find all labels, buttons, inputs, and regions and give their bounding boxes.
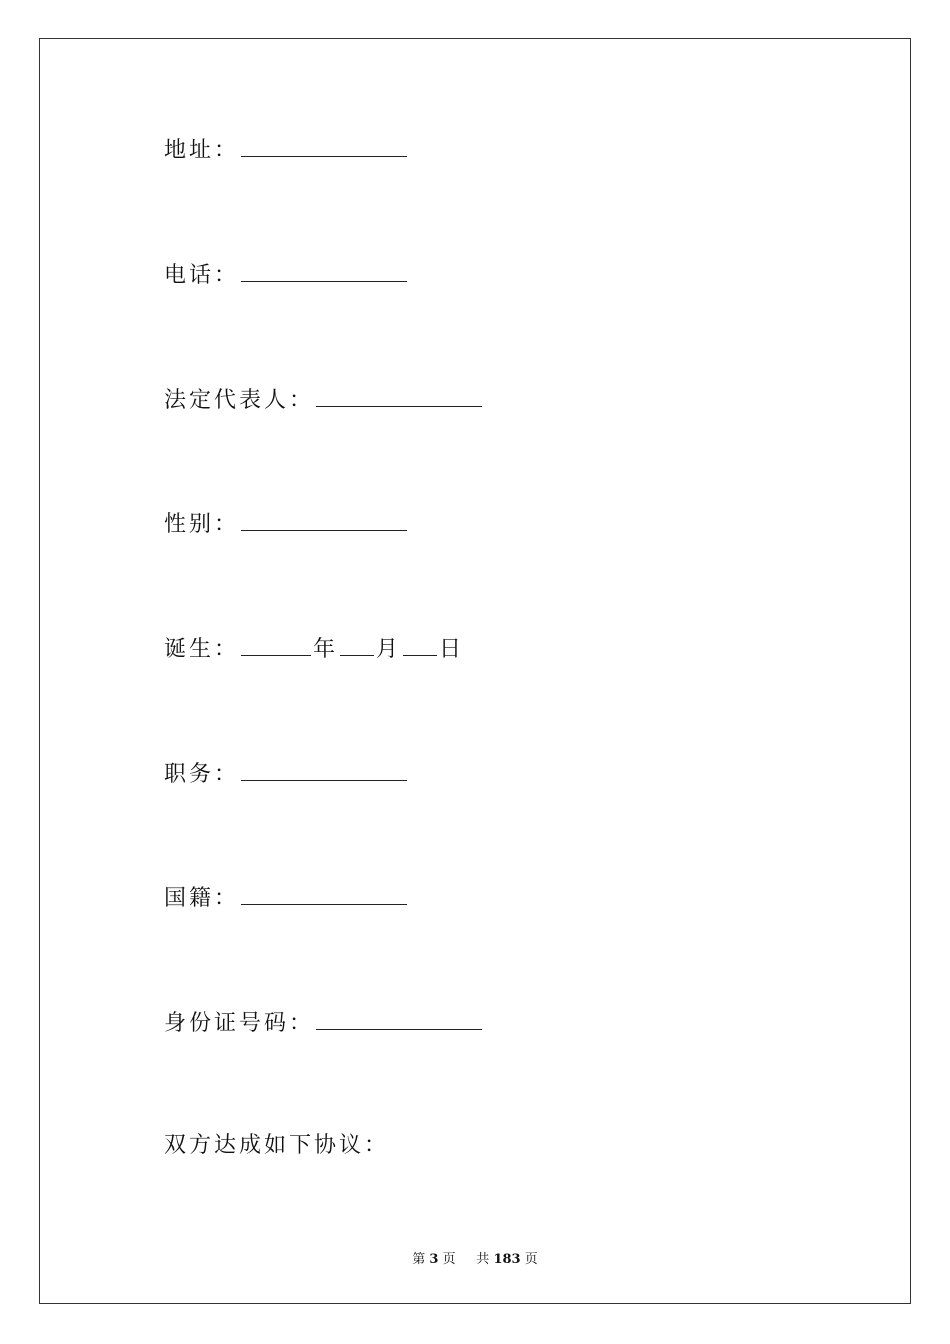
page-border	[39, 38, 911, 1304]
position-label: 职务：	[164, 762, 240, 787]
page-suffix: 页	[442, 1252, 456, 1267]
position-blank[interactable]	[241, 760, 407, 781]
gender-blank[interactable]	[241, 510, 407, 531]
agreement-intro-text: 双方达成如下协议：	[164, 1133, 390, 1158]
birth-field	[164, 635, 464, 664]
nationality-field	[164, 884, 409, 913]
birth-label: 诞生：	[164, 637, 240, 662]
address-label: 地址：	[164, 138, 240, 163]
gender-field	[164, 510, 409, 539]
legal-rep-blank[interactable]	[316, 386, 482, 407]
page-number: 3	[429, 1252, 439, 1267]
birth-month-blank[interactable]	[340, 635, 374, 656]
nationality-blank[interactable]	[241, 884, 407, 905]
birth-day-blank[interactable]	[403, 635, 437, 656]
total-suffix: 页	[524, 1252, 538, 1267]
legal-rep-label: 法定代表人：	[164, 388, 315, 413]
birth-year-label: 年	[313, 637, 339, 662]
birth-year-blank[interactable]	[241, 635, 311, 656]
birth-day-label: 日	[439, 637, 465, 662]
page-footer	[0, 1248, 950, 1267]
nationality-label: 国籍：	[164, 886, 240, 911]
total-pages: 183	[493, 1252, 521, 1267]
id-number-blank[interactable]	[316, 1009, 482, 1030]
address-field	[164, 136, 409, 165]
phone-blank[interactable]	[241, 261, 407, 282]
phone-field	[164, 261, 409, 290]
agreement-intro	[164, 1132, 389, 1160]
position-field	[164, 760, 409, 789]
id-number-field	[164, 1009, 484, 1038]
page-prefix: 第	[412, 1252, 426, 1267]
birth-month-label: 月	[376, 637, 402, 662]
total-prefix: 共	[476, 1252, 490, 1267]
gender-label: 性别：	[164, 512, 240, 537]
id-number-label: 身份证号码：	[164, 1011, 315, 1036]
legal-rep-field	[164, 386, 484, 415]
address-blank[interactable]	[241, 136, 407, 157]
phone-label: 电话：	[164, 263, 240, 288]
